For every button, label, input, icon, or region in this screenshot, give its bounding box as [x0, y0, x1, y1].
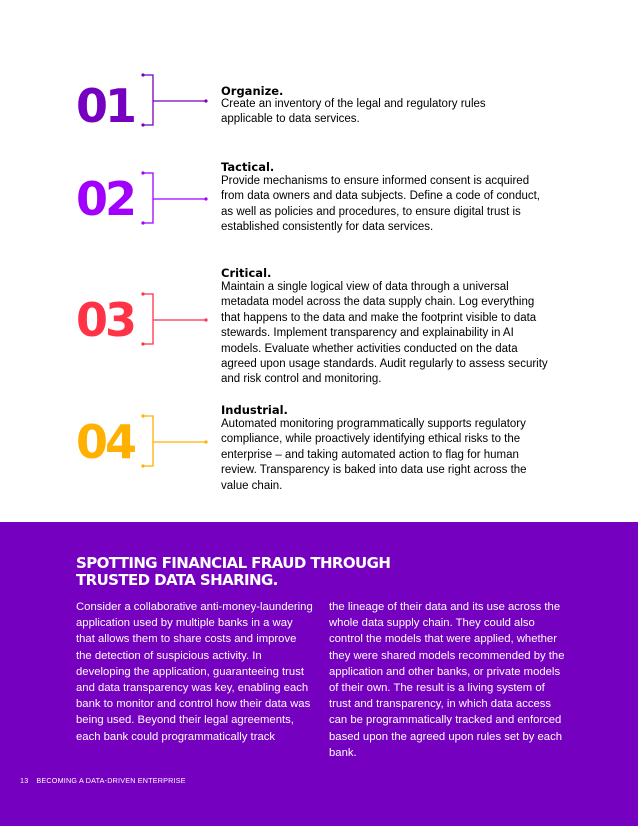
step-title: Tactical. — [221, 160, 275, 174]
step-title: Organize. — [221, 84, 284, 98]
step-number: 04 — [76, 415, 135, 469]
publication-title: BECOMING A DATA-DRIVEN ENTERPRISE — [36, 776, 186, 785]
step-title: Critical. — [221, 266, 272, 280]
bracket-connector-icon — [140, 170, 210, 230]
step-description: Provide mechanisms to ensure informed consent is acquired from data owners and data subjects. Define a code of conduct, as well as policies and procedures, to ensure digital trust is established consistently for data services. — [221, 175, 540, 234]
case-study-left-column: Consider a collaborative anti-money-laundering application used by multiple banks in a way that allows them to share costs and improve the detection of suspicious activity. In developing the application, guaranteeing trust and data transparency was key, enabling each bank to monitor and control how their data was being used. Beyond their legal agreements, each bank could programmatically track — [76, 601, 313, 743]
step-description: Create an inventory of the legal and regulatory rules applicable to data services. — [221, 98, 486, 126]
step-number: 01 — [76, 79, 135, 133]
step-description: Automated monitoring programmatically supports regulatory compliance, while proactively identifying ethical risks to the enterprise – and taking automated action to flag for human review. Transparency is baked into data use right across the value chain. — [221, 418, 527, 492]
page-footer — [20, 776, 194, 785]
case-study-panel — [0, 522, 638, 826]
step-title: Industrial. — [221, 403, 288, 417]
bracket-connector-icon — [140, 291, 210, 351]
page-number: 13 — [20, 776, 29, 785]
step-number: 03 — [76, 293, 135, 347]
step-number: 02 — [76, 172, 135, 226]
bracket-connector-icon — [140, 72, 210, 132]
step-description: Maintain a single logical view of data through a universal metadata model across the data supply chain. Log everything that happens to the data and make the footprint visible to data stewards. Implement transparency and explainability in AI models. Evaluate whether activities conducted on the data agreed upon usage standards. Audit regularly to assess security and risk control and monitoring. — [221, 281, 548, 386]
case-study-right-column: the lineage of their data and its use across the whole data supply chain. They could also control the models that were applied, whether they were shared models recommended by the application and other banks, or private models of their own. The result is a living system of trust and transparency, in which data access can be programmatically tracked and enforced based upon the agreed upon rules set by each bank. — [329, 601, 565, 759]
bracket-connector-icon — [140, 413, 210, 473]
case-study-title: SPOTTING FINANCIAL FRAUD THROUGH TRUSTED DATA SHARING. — [76, 554, 391, 589]
